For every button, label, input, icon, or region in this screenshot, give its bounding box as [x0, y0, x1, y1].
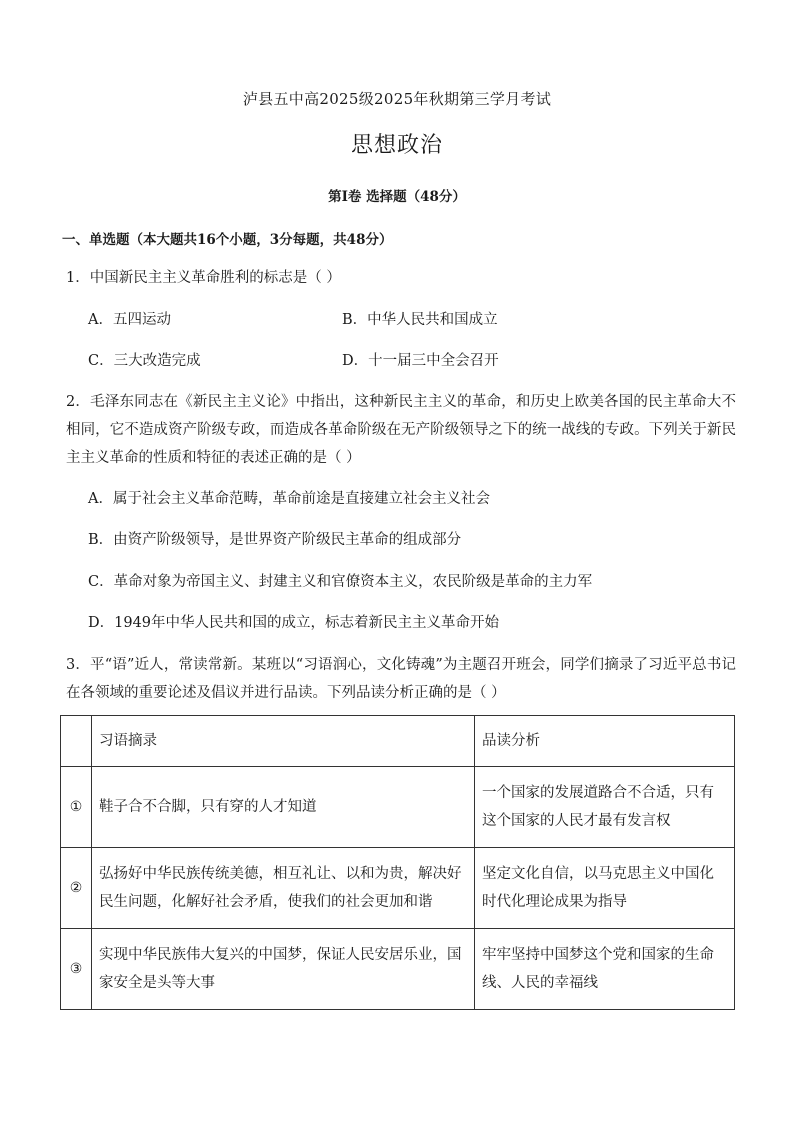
row-analysis: 一个国家的发展道路合不合适，只有这个国家的人民才最有发言权 — [475, 767, 735, 848]
question-1-option-d: D．十一届三中全会召开 — [342, 353, 499, 369]
exam-title: 泸县五中高2025级2025年秋期第三学月考试 — [242, 90, 552, 108]
question-1-option-a: A．五四运动 — [88, 312, 171, 328]
subject-title: 思想政治 — [350, 133, 443, 158]
row-quote: 鞋子合不合脚，只有穿的人才知道 — [92, 767, 475, 848]
quote-analysis-table — [60, 715, 735, 1010]
row-index: ② — [61, 848, 92, 929]
section-title: 一、单选题（本大题共16个小题，3分每题，共48分） — [62, 232, 393, 248]
question-1-option-b: B．中华人民共和国成立 — [342, 312, 498, 328]
table-header-quote: 习语摘录 — [92, 716, 475, 767]
question-2-option-a: A．属于社会主义革命范畴，革命前途是直接建立社会主义社会 — [88, 491, 490, 507]
question-1-option-c: C．三大改造完成 — [88, 353, 201, 369]
row-index: ① — [61, 767, 92, 848]
table-row — [61, 767, 735, 848]
question-2-stem: 2．毛泽东同志在《新民主主义论》中指出，这种新民主主义的革命，和历史上欧美各国的民主革命大不相同，它不造成资产阶级专政，而造成各革命阶级在无产阶级领导之下的统一战线的专政。下列关于新民主主义革命的性质和特征的表述正确的是（ ） — [66, 394, 736, 466]
row-analysis: 坚定文化自信，以马克思主义中国化时代化理论成果为指导 — [475, 848, 735, 929]
row-quote: 弘扬好中华民族传统美德，相互礼让、以和为贵，解决好民生问题，化解好社会矛盾，使我们的社会更加和谐 — [92, 848, 475, 929]
table-header-index — [61, 716, 92, 767]
row-quote: 实现中华民族伟大复兴的中国梦，保证人民安居乐业，国家安全是头等大事 — [92, 929, 475, 1010]
table-row — [61, 929, 735, 1010]
volume-title: 第Ⅰ卷 选择题（48分） — [328, 189, 466, 205]
row-analysis: 牢牢坚持中国梦这个党和国家的生命线、人民的幸福线 — [475, 929, 735, 1010]
table-header-row — [61, 716, 735, 767]
table-row — [61, 848, 735, 929]
row-index: ③ — [61, 929, 92, 1010]
question-1-stem: 1．中国新民主主义革命胜利的标志是（ ） — [66, 270, 341, 286]
question-2-option-d: D．1949年中华人民共和国的成立，标志着新民主主义革命开始 — [88, 615, 500, 631]
question-2-option-b: B．由资产阶级领导，是世界资产阶级民主革命的组成部分 — [88, 532, 462, 548]
question-3-stem: 3．平“语”近人，常读常新。某班以“习语润心，文化铸魂”为主题召开班会，同学们摘录了习近平总书记在各领域的重要论述及倡议并进行品读。下列品读分析正确的是（ ） — [66, 657, 736, 701]
table-header-analysis: 品读分析 — [475, 716, 735, 767]
question-2-option-c: C．革命对象为帝国主义、封建主义和官僚资本主义，农民阶级是革命的主力军 — [88, 574, 593, 590]
